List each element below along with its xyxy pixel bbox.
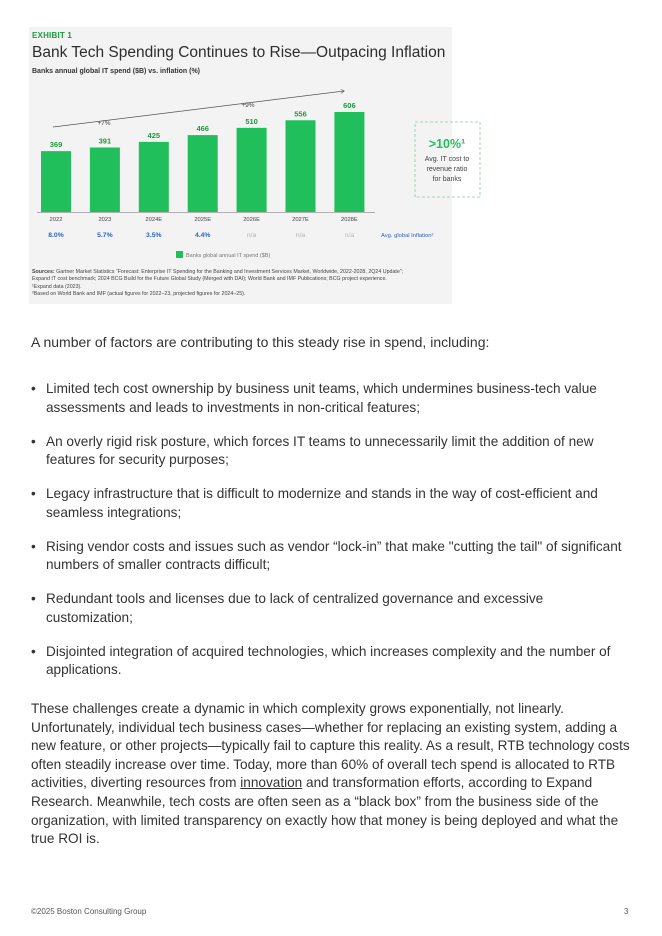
inflation-row-label: Avg. global Inflation² <box>381 233 434 239</box>
body-paragraph <box>31 700 636 849</box>
bar-2025E <box>188 135 218 212</box>
sources-note <box>32 269 472 299</box>
growth-label-1: +7% <box>97 120 111 127</box>
footnote-1: ¹Expand data (2023). <box>32 283 82 290</box>
x-tick-label: 2025E <box>194 217 212 223</box>
exhibit-title: Bank Tech Spending Continues to Rise—Outpacing Inflation <box>32 44 446 61</box>
innovation-link[interactable]: innovation <box>240 775 303 791</box>
inflation-value: 3.5% <box>146 232 162 239</box>
x-tick-label: 2023 <box>98 217 112 223</box>
page-number: 3 <box>624 907 629 916</box>
bar-value-label: 391 <box>98 136 112 146</box>
callout-line-3: for banks <box>432 176 462 183</box>
x-tick-label: 2028E <box>341 217 358 223</box>
copyright: ©2025 Boston Consulting Group <box>31 907 147 916</box>
footnote-2: ²Based on World Bank and IMF (actual figures for 2022–23, projected figures for 2024–25). <box>32 291 246 298</box>
x-tick-label: 2022 <box>49 217 63 223</box>
bar-value-label: 466 <box>196 124 209 134</box>
intro-sentence: A number of factors are contributing to this steady rise in spend, including: <box>31 334 490 350</box>
exhibit-subtitle: Banks annual global IT spend ($B) vs. inflation (%) <box>32 68 201 75</box>
legend-swatch <box>176 251 183 258</box>
callout-value: >10%¹ <box>428 137 466 151</box>
callout-line-2: revenue ratio <box>426 166 468 173</box>
list-item: • Redundant tools and licenses due to lack of centralized governance and excessive customization; <box>31 590 631 627</box>
bar-value-label: 606 <box>343 101 356 111</box>
bar-2028E <box>334 112 364 212</box>
sources-label: Sources: <box>32 269 55 275</box>
x-tick-label: 2024E <box>145 217 163 223</box>
bar-value-label: 369 <box>49 140 63 150</box>
inflation-value: n/a <box>344 232 355 239</box>
exhibit-label: EXHIBIT 1 <box>32 31 73 40</box>
list-item: • An overly rigid risk posture, which forces IT teams to unnecessarily limit the addition of new features for security purposes; <box>31 433 631 470</box>
callout-box <box>415 122 480 197</box>
paragraph-text-after: and transformation efforts, according to Expand Research. Meanwhile, tech costs are often seen as a “black box” from the business side of the organization, with limited transparency on exactly how that money is being deployed and what the true ROI is. <box>31 775 619 847</box>
bar-2027E <box>286 120 316 212</box>
callout-line-1: Avg. IT cost to <box>424 156 470 163</box>
list-item: • Legacy infrastructure that is difficult to modernize and stands in the way of cost-efficient and seamless integrations; <box>31 485 631 522</box>
bar-value-label: 556 <box>294 109 307 119</box>
inflation-value: 8.0% <box>48 232 64 239</box>
inflation-value: 5.7% <box>97 232 113 239</box>
sources-line-1: Gartner Market Statistics “Forecast: Enterprise IT Spending for the Banking and Investment Services Market, Worldwide, 2022-2028, 2Q24 Update”; <box>54 269 404 275</box>
x-tick-label: 2026E <box>243 217 260 223</box>
legend-label: Banks global annual IT spend ($B) <box>186 253 271 259</box>
bar-2026E <box>237 128 267 212</box>
list-item: • Limited tech cost ownership by business unit teams, which undermines business-tech value assessments and leads to investments in non-critical features; <box>31 380 631 417</box>
factor-list <box>31 380 631 695</box>
list-item: • Rising vendor costs and issues such as vendor “lock-in” that make "cutting the tail" of significant numbers of smaller contracts difficult; <box>31 538 631 575</box>
bar-2024E <box>139 142 169 212</box>
paragraph-text-before: These challenges create a dynamic in which complexity grows exponentially, not linearly. Unfortunately, individual tech business cases—whether for replacing an existing system, adding a new feature, or other projects—typically fail to capture this reality. As a result, RTB technology costs often steadily increase over time. Today, more than 60% of overall tech spend is allocated to RTB activities, diverting resources from <box>31 701 630 791</box>
sources-line-2: Expand IT cost benchmark; 2024 BCG Build for the Future Global Study (Merged with DAI); World Bank and IMF Publications; BCG project experience. <box>32 276 387 283</box>
inflation-value: 4.4% <box>194 232 211 239</box>
growth-label-2: +9% <box>241 102 255 109</box>
bar-value-label: 425 <box>147 130 161 140</box>
bar-value-label: 510 <box>245 116 258 126</box>
list-item: • Disjointed integration of acquired technologies, which increases complexity and the number of applications. <box>31 643 631 680</box>
x-tick-label: 2027E <box>292 217 309 223</box>
inflation-value: n/a <box>295 232 306 239</box>
bar-2022 <box>41 151 71 212</box>
it-spend-chart <box>29 80 470 262</box>
bar-2023 <box>90 147 120 212</box>
inflation-value: n/a <box>246 232 257 239</box>
